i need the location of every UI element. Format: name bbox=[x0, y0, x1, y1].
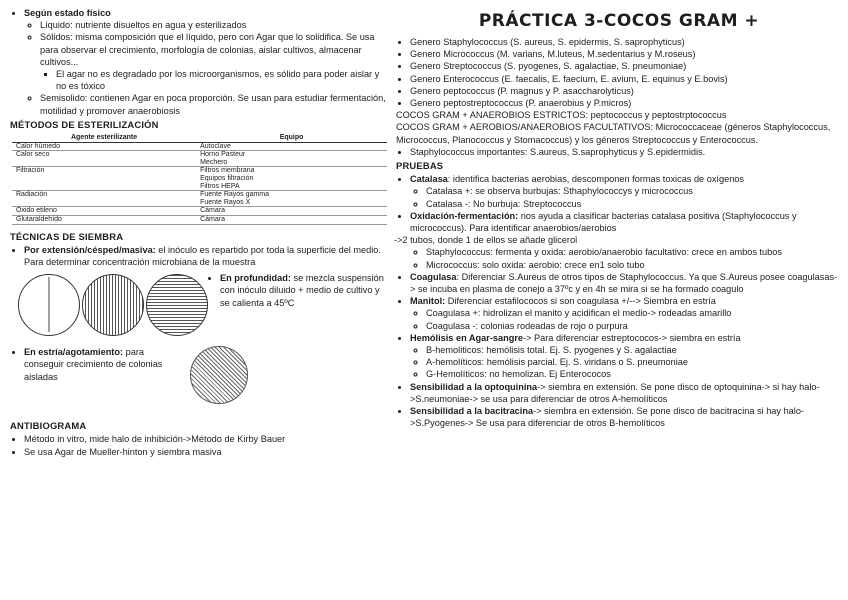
antibiogram-item: • Método in vitro, mide halo de inhibición->Método de Kirby Bauer bbox=[24, 433, 390, 445]
streak-plate-icon bbox=[190, 346, 248, 404]
depth-item: • En profundidad: se mezcla suspensión con inóculo diluido + medio de cultivo y se calienta a 45ºC bbox=[206, 272, 386, 309]
streak-section bbox=[10, 346, 390, 416]
optochin-test: • Sensibilidad a la optoquinina-> siembra en extensión. Se pone disco de optoquinina-> si hay halo->S.neumoniae-> se usa para diferenciar de otros A-hemolíticos bbox=[410, 381, 842, 405]
sterilization-rows bbox=[12, 142, 387, 224]
hemolysis-beta: ◦ B-hemoliticos: hemólisis total. Ej. S. pyogenes y S. agalactiae bbox=[426, 344, 842, 356]
hemolysis-alpha: ◦ A-hemolíticos: hemólisis parcial. Ej. S. viridans o S. pneumoniae bbox=[426, 356, 842, 368]
sowing-heading: TÉCNICAS DE SIEMBRA bbox=[10, 230, 124, 242]
right-column bbox=[396, 0, 842, 430]
liquid-item: ◦ Líquido: nutriente disueltos en agua y esterilizados bbox=[40, 19, 390, 31]
important-staph: • Staphylococcus importantes: S.aureus, S.saprophyticus y S.epidermidis. bbox=[410, 146, 842, 158]
agent-cell: Radiación bbox=[12, 191, 196, 207]
petri-dish-lawn-icon bbox=[82, 274, 144, 336]
catalase-positive: ◦ Catalasa +: se observa burbujas: Sthaphylococcys y micrococcus bbox=[426, 185, 842, 197]
genera-list bbox=[396, 36, 842, 109]
genus-item: • Genero peptococcus (P. magnus y P. asaccharolyticus) bbox=[410, 85, 842, 97]
equipment-cell: Filtros membrana Equipos filtración Filtros HEPA bbox=[196, 167, 387, 191]
genus-item: • Genero Streptococcus (S. pyogenes, S. agalactiae, S. pneumoniae) bbox=[410, 60, 842, 72]
solid-state-list bbox=[10, 7, 390, 117]
tests-heading: PRUEBAS bbox=[396, 160, 444, 172]
streak-item: • En estría/agotamiento: para conseguir crecimiento de colonias aisladas bbox=[24, 346, 174, 383]
agent-cell: Óxido etileno bbox=[12, 207, 196, 216]
genus-item: • Genero Staphylococcus (S. aureus, S. epidermis, S. saprophyticus) bbox=[410, 36, 842, 48]
hemolysis-test: • Hemólisis en Agar-sangre-> Para diferenciar estreptococos-> siembra en estría ◦ B-hemoliticos: hemólisis total. Ej. S. pyogenes y S. agalactiae ◦ A-hemolíticos: hemólisis parcial. Ej. S. viridans o S. pneumoniae ◦ G-Hemolíticos: no hemolizan. Ej Enterococos bbox=[410, 332, 842, 381]
sterilization-row bbox=[12, 207, 387, 216]
hemolysis-gamma: ◦ G-Hemolíticos: no hemolizan. Ej Enterococos bbox=[426, 368, 842, 380]
catalase-negative: ◦ Catalasa -: No burbuja: Streptococcus bbox=[426, 198, 842, 210]
bacitracin-test: • Sensibilidad a la bacitracina-> siembra en extensión. Se pone disco de bacitracina si hay halo->S.Pyogenes-> Se usa para diferenciar de otros B-hemolíticos bbox=[410, 405, 842, 429]
tests-list bbox=[396, 173, 842, 234]
agent-cell: Filtración bbox=[12, 167, 196, 191]
agent-cell: Calor seco bbox=[12, 151, 196, 167]
page-title: PRÁCTICA 3-COCOS GRAM + bbox=[478, 11, 760, 31]
strict-anaerobes: COCOS GRAM + ANAEROBIOS ESTRICTOS: peptococcus y peptostrptococcus bbox=[396, 110, 727, 121]
equipment-cell: Horno Pasteur Mechero bbox=[196, 151, 387, 167]
antibiogram-heading: ANTIBIOGRAMA bbox=[10, 420, 87, 432]
left-column bbox=[10, 0, 390, 458]
mannitol-positive: ◦ Coagulasa +: hidrolizan el manito y acidifican el medio-> rodeadas amarillo bbox=[426, 307, 842, 319]
equipment-cell: Cámara bbox=[196, 207, 387, 216]
petri-dish-streak-icon bbox=[146, 274, 208, 336]
sowing-list bbox=[10, 244, 390, 268]
col-agent: Agente esterilizante bbox=[12, 134, 196, 142]
sterilization-row bbox=[12, 151, 387, 167]
genus-item: • Genero peptostreptococcus (P. anaerobius y P.micros) bbox=[410, 97, 842, 109]
ox-staph: ◦ Staphylococcus: fermenta y oxida: aerobio/anaerobio facultativo: crece en ambos tubos bbox=[426, 246, 842, 258]
agent-cell: Calor húmedo bbox=[12, 142, 196, 151]
genus-item: • Genero Micrococcus (M. varians, M.luteus, M.sedentarius y M.roseus) bbox=[410, 48, 842, 60]
catalase-test: • Catalasa: identifica bacterias aerobias, descomponen formas toxicas de oxígenos ◦ Catalasa +: se observa burbujas: Sthaphylococcys y micrococcus ◦ Catalasa -: No burbuja: Streptococcus bbox=[410, 173, 842, 210]
sterilization-row bbox=[12, 215, 387, 224]
extension-item: • Por extensión/césped/masiva: el inóculo es repartido por toda la superficie del medio. Para determinar concentración microbiana de la muestra bbox=[24, 244, 390, 268]
petri-dish-empty-icon bbox=[18, 274, 80, 336]
equipment-cell: Autoclave bbox=[196, 142, 387, 151]
sterilization-heading: MÉTODOS DE ESTERILIZACIÓN bbox=[10, 118, 159, 130]
sterilization-row bbox=[12, 142, 387, 151]
mannitol-negative: ◦ Coagulasa -: colonias rodeadas de rojo o purpura bbox=[426, 320, 842, 332]
sterilization-row bbox=[12, 167, 387, 191]
solid-item: ◦ Sólidos: misma composición que el líquido, pero con Agar que lo solidifica. Se usa para observar el crecimiento, morfología de colonias, aislar cultivos, almacenar cultivos... ▪ El agar no es degradado por los microorganismos, es sólido para poder aislar y no es tóxico bbox=[40, 31, 390, 92]
equipment-cell: Cámara bbox=[196, 215, 387, 224]
sterilization-table bbox=[12, 134, 387, 225]
mannitol-test: • Manitol: Diferenciar estafilococos si son coagulasa +/--> Siembra en estría ◦ Coagulasa +: hidrolizan el manito y acidifican el medio-> rodeadas amarillo ◦ Coagulasa -: colonias rodeadas de rojo o purpura bbox=[410, 295, 842, 332]
ox-micro: ◦ Micrococcus: solo oxida: aerobio: crece en1 solo tubo bbox=[426, 259, 842, 271]
agar-note: ▪ El agar no es degradado por los microorganismos, es sólido para poder aislar y no es tóxico bbox=[56, 68, 390, 92]
antibiogram-item: • Se usa Agar de Mueller-hinton y siembra masiva bbox=[24, 446, 390, 458]
agent-cell: Glutaraldehído bbox=[12, 215, 196, 224]
col-equipment: Equipo bbox=[196, 134, 387, 142]
equipment-cell: Fuente Rayos gamma Fuente Rayos X bbox=[196, 191, 387, 207]
tests-list-2 bbox=[396, 271, 842, 430]
semisolid-item: ◦ Semisolido: contienen Agar en poca proporción. Se usan para estudiar fermentación, motilidad y promover anaerobiosis bbox=[40, 92, 390, 116]
sterilization-row bbox=[12, 191, 387, 207]
genus-item: • Genero Enterococcus (E. faecalis, E. faecium, E. avium, E. equinus y E.bovis) bbox=[410, 73, 842, 85]
sowing-figure bbox=[10, 268, 390, 346]
ox-tubes-note: ->2 tubos, donde 1 de ellos se añade glicerol bbox=[394, 235, 578, 246]
facultative-cocci: COCOS GRAM + AEROBIOS/ANAEROBIOS FACULTATIVOS: Micrococcaceae (géneros Staphylococcus, Micrococcus, Planococcus y Stomacoccus) y los géneros Streptococcus y Enterococcus. bbox=[396, 122, 831, 145]
solid-state-heading: • Según estado físico ◦ Líquido: nutriente disueltos en agua y esterilizados ◦ Sólidos: misma composición que el líquido, pero con Agar que lo solidifica. Se usa para observar el crecimiento, morfología de colonias, aislar cultivos, almacenar cultivos... ▪ El agar no es degradado por los microorganismos, es sólido para poder aislar y no es tóxico ◦ Semisolido: contienen Agar en poca proporción. Se usan para estudiar fermentación, motilidad y promover anaerobiosis bbox=[24, 7, 390, 117]
ox-ferm-test: • Oxidación-fermentación: nos ayuda a clasificar bacterias catalasa positiva (Staphylococcus y micrococcus). Para identificar anaerobios/aerobios bbox=[410, 210, 842, 234]
coagulase-test: • Coagulasa: Diferenciar S.Aureus de otros tipos de Staphylococcus. Ya que S.Aureus posee coagulasas-> se incuba en plasma de conejo a 37ºc y en 4h se mira si se ha formado coagulo bbox=[410, 271, 842, 295]
antibiogram-list bbox=[10, 433, 390, 457]
